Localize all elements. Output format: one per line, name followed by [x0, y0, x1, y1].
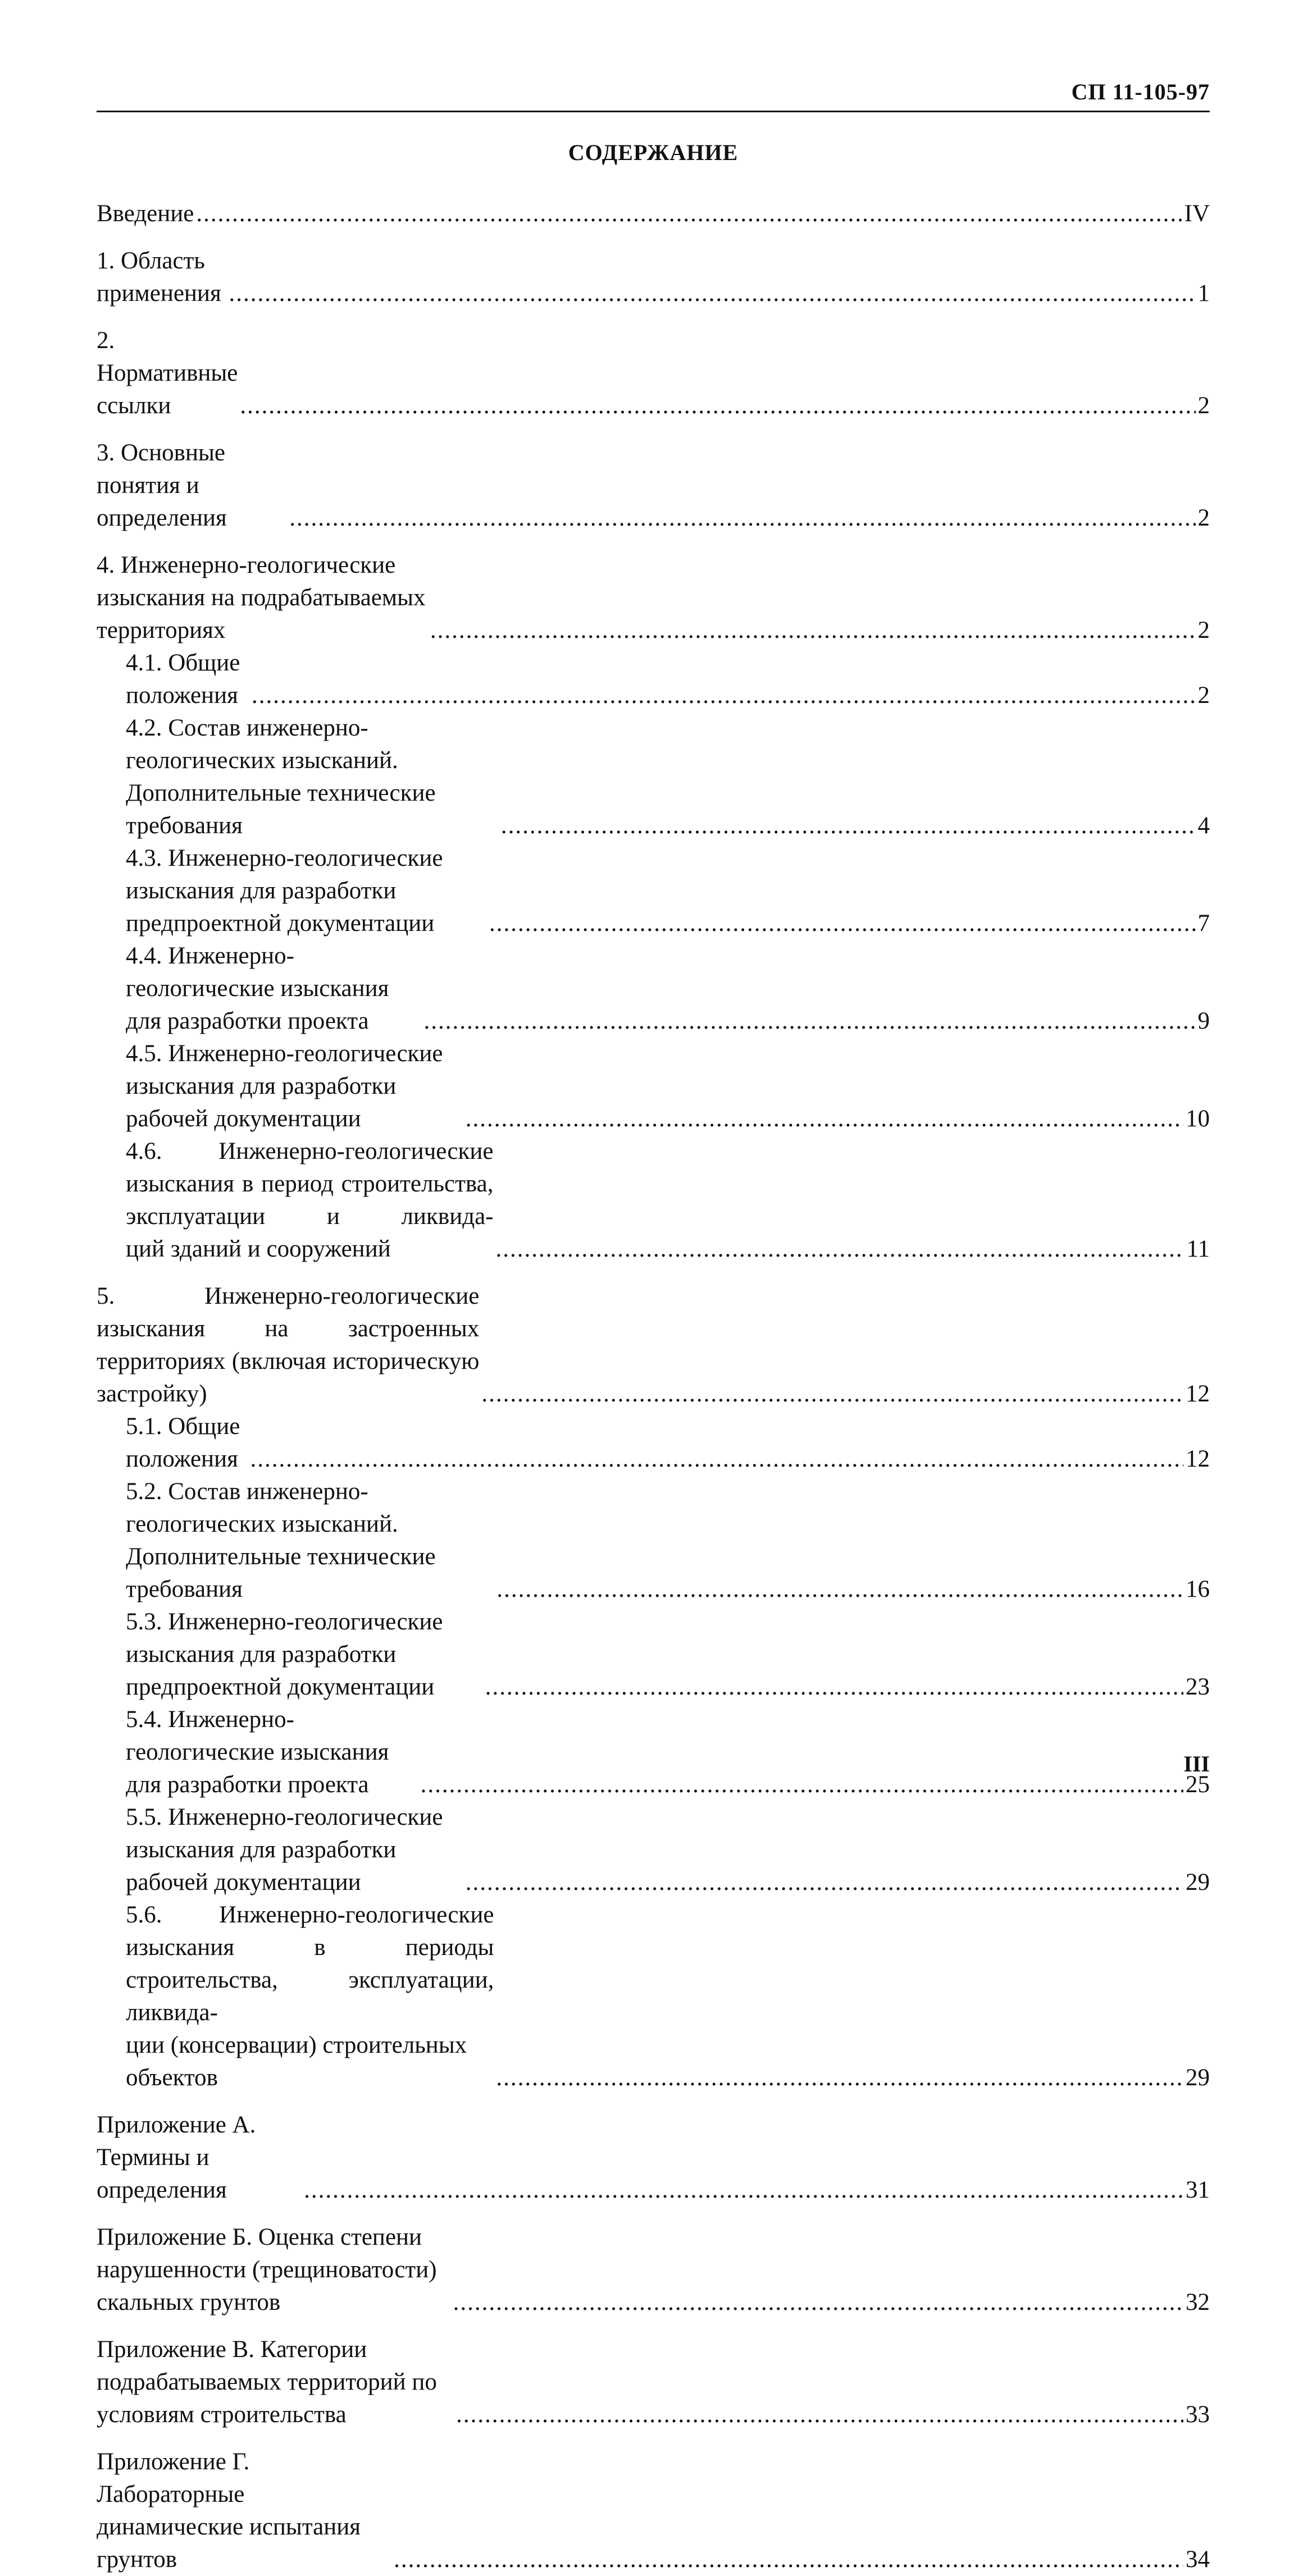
toc-entry-page: 1 [1197, 280, 1210, 307]
toc-entry-label: 5.2. Состав инженерно-геологических изысканий. Дополнительные технические требования [126, 1478, 436, 1602]
toc-leader-dots [240, 390, 1195, 422]
toc-entry-page: 7 [1197, 910, 1210, 937]
toc-entry[interactable] [97, 2221, 1210, 2319]
toc-entry-label: 4.4. Инженерно-геологические изыскания для разработки проекта [126, 943, 389, 1034]
toc-entry-page: 9 [1197, 1008, 1210, 1034]
toc-entry-page: 4 [1197, 812, 1210, 839]
table-of-contents [97, 198, 1210, 2576]
toc-entry-label: Приложение Г. Лабораторные динамические испытания грунтов [97, 2449, 361, 2573]
toc-entry-label: 4.5. Инженерно-геологические изыскания для разработки рабочей документации [126, 1040, 443, 1132]
toc-entry-label: 4.3. Инженерно-геологические изыскания для разработки предпроектной документации [126, 845, 443, 937]
toc-leader-dots [496, 1573, 1183, 1606]
toc-entry-page: 2 [1197, 392, 1210, 419]
toc-entry-page: 2 [1197, 682, 1210, 709]
toc-entry-label: 2. Нормативные ссылки [97, 327, 238, 419]
toc-leader-dots [466, 1103, 1183, 1135]
toc-entry[interactable] [97, 2109, 1210, 2207]
toc-subentry[interactable] [97, 712, 1210, 842]
toc-entry-label [126, 1135, 494, 1266]
toc-entry-label [97, 1280, 479, 1410]
toc-subentry[interactable] [97, 647, 1210, 712]
toc-entry-label: 4.2. Состав инженерно-геологических изысканий. Дополнительные технические требования [126, 715, 436, 839]
toc-entry-page: IV [1184, 200, 1210, 227]
toc-entry-label: 5.3. Инженерно-геологические изыскания для разработки предпроектной документации [126, 1609, 443, 1700]
toc-leader-dots [196, 198, 1182, 230]
toc-leader-dots [466, 1866, 1183, 1899]
toc-leader-dots [496, 1233, 1184, 1266]
toc-entry[interactable] [97, 198, 1210, 230]
header-rule [97, 111, 1210, 112]
toc-entry-label: 5.5. Инженерно-геологические изыскания для разработки рабочей документации [126, 1804, 443, 1896]
toc-leader-dots [304, 2174, 1183, 2207]
toc-subentry[interactable] [97, 1801, 1210, 1899]
page-number: III [1183, 1751, 1210, 1776]
toc-entry-label: Приложение В. Категории подрабатываемых территорий по условиям строительства [97, 2336, 437, 2428]
toc-entry[interactable] [97, 549, 1210, 647]
toc-entry-label-line2: ций зданий и сооружений [126, 1236, 391, 1262]
toc-entry[interactable] [97, 245, 1210, 310]
toc-entry-label-line1: 5.6. Инженерно-геологические изыскания в периоды строительства, эксплуатации, ликвида- [126, 1902, 494, 2026]
toc-entry-page: 12 [1186, 1381, 1210, 1407]
toc-entry-page: 29 [1186, 2065, 1210, 2091]
toc-entry[interactable] [97, 1280, 1210, 1410]
toc-subentry[interactable] [97, 1703, 1210, 1801]
toc-entry-label-line2: ции (консервации) строительных объектов [126, 2032, 467, 2091]
toc-entry-page: 23 [1186, 1674, 1210, 1700]
toc-leader-dots [229, 277, 1196, 310]
toc-entry-page: 12 [1186, 1446, 1210, 1472]
toc-leader-dots [501, 810, 1196, 842]
toc-subentry[interactable] [97, 842, 1210, 940]
toc-entry-label: Приложение Б. Оценка степени нарушенности (трещиноватости) скальных грунтов [97, 2224, 437, 2315]
toc-leader-dots [289, 502, 1195, 535]
toc-entry-label-line2: застройку) [97, 1381, 207, 1407]
toc-entry-label: Приложение А. Термины и определения [97, 2112, 256, 2203]
toc-subentry[interactable] [97, 1476, 1210, 1606]
toc-subentry[interactable] [97, 1410, 1210, 1476]
toc-entry[interactable] [97, 2446, 1210, 2576]
toc-entry-label: 4. Инженерно-геологические изыскания на подрабатываемых территориях [97, 552, 426, 643]
toc-leader-dots [485, 1671, 1183, 1703]
toc-leader-dots [250, 1443, 1183, 1476]
toc-entry-label [126, 1899, 494, 2094]
document-code: СП 11-105-97 [1071, 79, 1210, 104]
toc-leader-dots [424, 1005, 1196, 1038]
toc-leader-dots [430, 614, 1196, 647]
toc-entry[interactable] [97, 437, 1210, 535]
toc-leader-dots [421, 1769, 1183, 1801]
toc-leader-dots [481, 1378, 1183, 1410]
toc-entry-page: 2 [1197, 617, 1210, 643]
toc-entry-page: 33 [1186, 2401, 1210, 2428]
toc-entry-page: 25 [1186, 1771, 1210, 1798]
toc-entry-page: 34 [1186, 2546, 1210, 2573]
toc-entry[interactable] [97, 2333, 1210, 2431]
toc-entry-page: 32 [1186, 2289, 1210, 2315]
toc-subentry[interactable] [97, 940, 1210, 1038]
toc-entry-label: 3. Основные понятия и определения [97, 440, 227, 531]
toc-entry-page: 2 [1197, 505, 1210, 531]
toc-entry[interactable] [97, 325, 1210, 422]
toc-entry-page: 29 [1186, 1869, 1210, 1896]
toc-entry-label: 5.4. Инженерно-геологические изыскания для разработки проекта [126, 1706, 389, 1798]
toc-subentry[interactable] [97, 1899, 1210, 2094]
toc-entry-label-line1: 4.6. Инженерно-геологические изыскания в период строительства, эксплуатации и ликвида- [126, 1138, 494, 1230]
toc-leader-dots [489, 907, 1196, 940]
toc-entry-page: 31 [1186, 2177, 1210, 2203]
toc-leader-dots [394, 2543, 1183, 2576]
toc-subentry[interactable] [97, 1038, 1210, 1135]
toc-subentry[interactable] [97, 1606, 1210, 1703]
toc-subentry[interactable] [97, 1135, 1210, 1266]
toc-entry-page: 16 [1186, 1576, 1210, 1602]
toc-entry-label-line1: 5. Инженерно-геологические изыскания на застроенных территориях (включая историческую [97, 1283, 480, 1374]
toc-leader-dots [453, 2286, 1183, 2319]
toc-entry-label: 5.1. Общие положения [126, 1413, 240, 1472]
toc-entry-label: Введение [97, 200, 194, 227]
page-title: СОДЕРЖАНИЕ [568, 140, 739, 165]
toc-leader-dots [496, 2062, 1183, 2094]
toc-leader-dots [252, 679, 1195, 712]
toc-entry-page: 11 [1186, 1236, 1210, 1262]
toc-entry-page: 10 [1186, 1106, 1210, 1132]
toc-leader-dots [456, 2399, 1183, 2431]
toc-entry-label: 1. Область применения [97, 248, 221, 307]
toc-entry-label: 4.1. Общие положения [126, 650, 240, 709]
